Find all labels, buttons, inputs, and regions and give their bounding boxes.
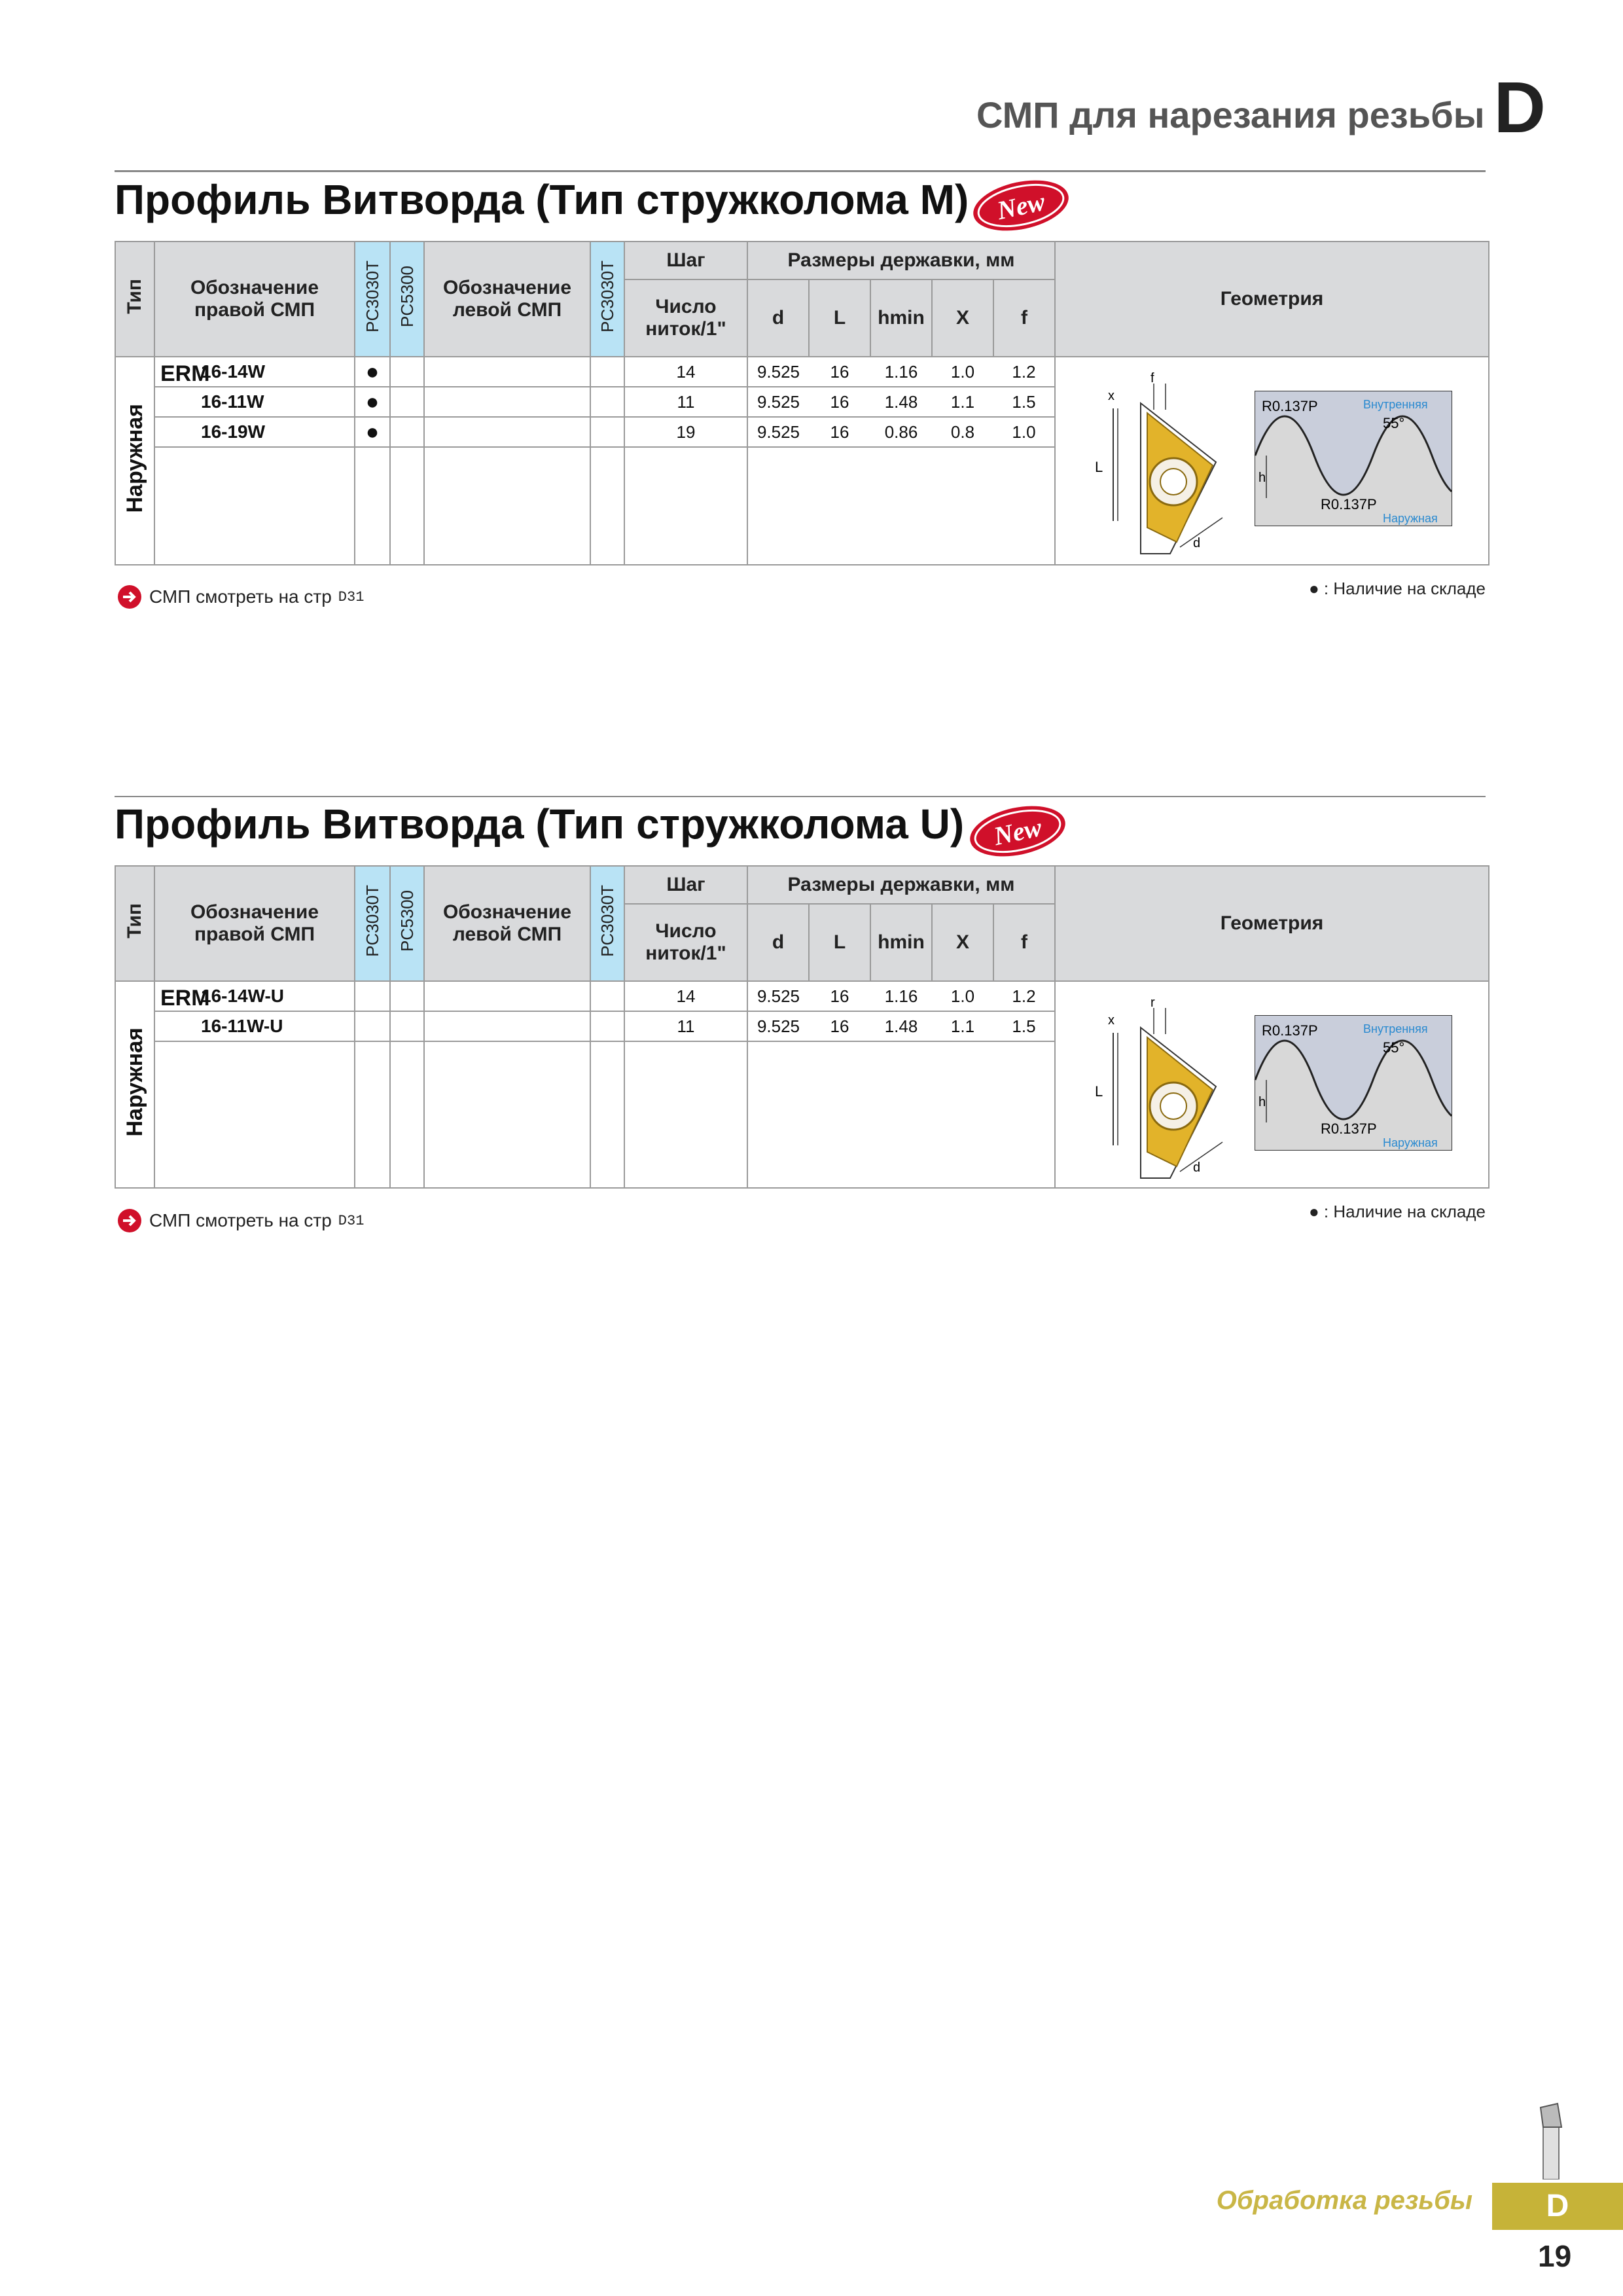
col-grade-left-pc3030t: PC3030T <box>590 242 624 357</box>
col-hmin: hmin <box>870 904 932 981</box>
svg-text:x: x <box>1108 1013 1115 1028</box>
section-title-u: Профиль Витворда (Тип стружколома U) <box>115 800 965 848</box>
col-threads: Число ниток/1" <box>624 904 747 981</box>
table-row <box>115 981 1489 1011</box>
table-row <box>115 357 1489 387</box>
see-page-note-u: СМП смотреть на стр D31 <box>116 1208 364 1234</box>
footer-section-label: Обработка резьбы <box>1216 2186 1472 2215</box>
col-d: d <box>747 279 809 357</box>
table-m <box>115 241 1489 565</box>
table-u <box>115 865 1489 1189</box>
header-rule <box>115 170 1486 172</box>
svg-text:r: r <box>1150 996 1155 1010</box>
L-value: 16 <box>809 981 870 1011</box>
svg-text:h: h <box>1258 1095 1266 1109</box>
page-header <box>976 67 1546 148</box>
d-value: 9.525 <box>747 1011 809 1041</box>
svg-text:f: f <box>1150 371 1154 386</box>
stock-mark: ● <box>355 357 390 387</box>
d-value: 9.525 <box>747 981 809 1011</box>
arrow-circle-icon <box>116 584 143 610</box>
col-f: f <box>993 904 1055 981</box>
insert-code: 16-11W-U <box>154 1011 355 1041</box>
svg-text:Наружная: Наружная <box>1383 512 1438 525</box>
arrow-circle-icon <box>116 1208 143 1234</box>
svg-text:d: d <box>1193 536 1201 550</box>
col-type: Тип <box>115 866 154 981</box>
svg-text:h: h <box>1258 471 1266 485</box>
insert-code: 16-19W <box>154 417 355 447</box>
svg-text:L: L <box>1095 459 1103 475</box>
col-geometry: Геометрия <box>1055 242 1489 357</box>
hmin-value: 1.16 <box>870 981 932 1011</box>
col-left-designation: Обозначение левой СМП <box>424 242 590 357</box>
X-value: 1.1 <box>932 1011 993 1041</box>
f-value: 1.5 <box>993 387 1055 417</box>
col-L: L <box>809 279 870 357</box>
f-value: 1.5 <box>993 1011 1055 1041</box>
col-X: X <box>932 279 993 357</box>
footer-letter-tab: D <box>1492 2183 1623 2230</box>
d-value: 9.525 <box>747 387 809 417</box>
section-rule-u <box>115 796 1486 797</box>
svg-text:New: New <box>991 812 1044 852</box>
insert-code: ERM 16-14W-U <box>154 981 355 1011</box>
col-right-designation: Обозначение правой СМП <box>154 242 355 357</box>
col-grade-pc3030t: PC3030T <box>355 242 390 357</box>
col-type: Тип <box>115 242 154 357</box>
f-value: 1.2 <box>993 357 1055 387</box>
svg-text:R0.137P: R0.137P <box>1262 398 1318 414</box>
thread-geometry-diagram-m <box>1056 357 1489 562</box>
col-pitch: Шаг <box>624 866 747 904</box>
d-value: 9.525 <box>747 417 809 447</box>
page-number: 19 <box>1538 2239 1572 2273</box>
new-badge-u <box>965 797 1070 863</box>
stock-legend-u: ● : Наличие на складе <box>1308 1202 1486 1221</box>
hmin-value: 1.48 <box>870 1011 932 1041</box>
header-letter: D <box>1493 67 1546 148</box>
insert-code: 16-11W <box>154 387 355 417</box>
svg-text:R0.137P: R0.137P <box>1321 496 1377 512</box>
col-d: d <box>747 904 809 981</box>
col-f: f <box>993 279 1055 357</box>
col-hmin: hmin <box>870 279 932 357</box>
threads-value: 11 <box>624 1011 747 1041</box>
stock-legend-m: ● : Наличие на складе <box>1308 579 1486 598</box>
L-value: 16 <box>809 387 870 417</box>
L-value: 16 <box>809 357 870 387</box>
col-grade-pc3030t: PC3030T <box>355 866 390 981</box>
see-page-note-m: СМП смотреть на стр D31 <box>116 584 364 610</box>
geometry-cell <box>1055 357 1489 565</box>
stock-mark: ● <box>355 387 390 417</box>
hmin-value: 1.48 <box>870 387 932 417</box>
X-value: 1.0 <box>932 357 993 387</box>
new-badge-m <box>969 171 1073 237</box>
threading-tool-icon <box>1531 2101 1571 2179</box>
threads-value: 19 <box>624 417 747 447</box>
X-value: 1.0 <box>932 981 993 1011</box>
col-X: X <box>932 904 993 981</box>
col-grade-pc5300: PC5300 <box>390 242 424 357</box>
svg-text:55°: 55° <box>1383 1039 1405 1056</box>
svg-text:Внутренняя: Внутренняя <box>1363 1022 1428 1035</box>
col-grade-pc5300: PC5300 <box>390 866 424 981</box>
header-title: СМП для нарезания резьбы <box>976 94 1485 135</box>
svg-text:Наружная: Наружная <box>1383 1136 1438 1149</box>
col-right-designation: Обозначение правой СМП <box>154 866 355 981</box>
f-value: 1.0 <box>993 417 1055 447</box>
threads-value: 14 <box>624 357 747 387</box>
X-value: 0.8 <box>932 417 993 447</box>
col-grade-left-pc3030t: PC3030T <box>590 866 624 981</box>
hmin-value: 0.86 <box>870 417 932 447</box>
svg-text:L: L <box>1095 1083 1103 1100</box>
f-value: 1.2 <box>993 981 1055 1011</box>
svg-text:New: New <box>994 186 1048 226</box>
threads-value: 14 <box>624 981 747 1011</box>
section-title-m: Профиль Витворда (Тип стружколома M) <box>115 176 969 223</box>
L-value: 16 <box>809 1011 870 1041</box>
col-geometry: Геометрия <box>1055 866 1489 981</box>
svg-text:R0.137P: R0.137P <box>1262 1022 1318 1039</box>
threads-value: 11 <box>624 387 747 417</box>
svg-text:55°: 55° <box>1383 415 1405 431</box>
svg-text:x: x <box>1108 389 1115 403</box>
col-pitch: Шаг <box>624 242 747 279</box>
hmin-value: 1.16 <box>870 357 932 387</box>
svg-text:Внутренняя: Внутренняя <box>1363 398 1428 411</box>
col-L: L <box>809 904 870 981</box>
thread-geometry-diagram-u <box>1056 982 1489 1186</box>
insert-code: ERM 16-14W <box>154 357 355 387</box>
L-value: 16 <box>809 417 870 447</box>
X-value: 1.1 <box>932 387 993 417</box>
geometry-cell <box>1055 981 1489 1188</box>
type-cell: Наружная <box>115 981 154 1188</box>
col-left-designation: Обозначение левой СМП <box>424 866 590 981</box>
d-value: 9.525 <box>747 357 809 387</box>
col-threads: Число ниток/1" <box>624 279 747 357</box>
stock-mark: ● <box>355 417 390 447</box>
type-cell: Наружная <box>115 357 154 565</box>
svg-text:R0.137P: R0.137P <box>1321 1121 1377 1137</box>
col-holder: Размеры державки, мм <box>747 242 1055 279</box>
svg-text:d: d <box>1193 1160 1201 1175</box>
col-holder: Размеры державки, мм <box>747 866 1055 904</box>
